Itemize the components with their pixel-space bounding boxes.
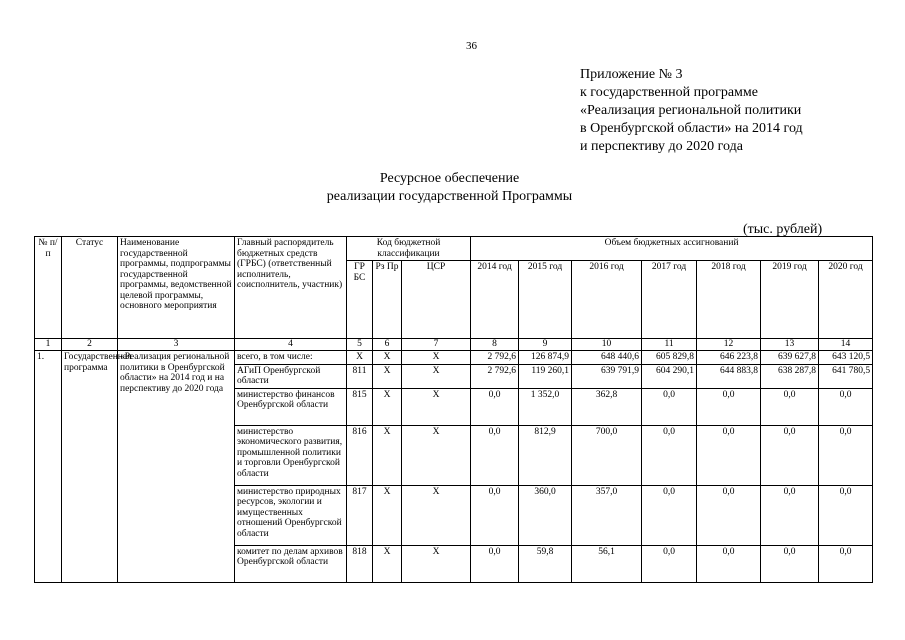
table-row [35, 351, 873, 365]
rzpr-code: X [373, 425, 402, 485]
grbs-code: X [347, 351, 373, 365]
col-number: 8 [471, 339, 519, 351]
value-cell: 0,0 [761, 545, 819, 582]
appendix-line: к государственной программе [580, 85, 758, 100]
value-cell: 360,0 [519, 485, 572, 545]
header-year: 2020 год [819, 261, 873, 339]
value-cell: 646 223,8 [697, 351, 761, 365]
page-number: 36 [466, 40, 477, 52]
value-cell: 605 829,8 [642, 351, 697, 365]
title-line: реализации государственной Программы [326, 189, 573, 204]
grbs-name: министерство финансов Оренбургской области [235, 388, 347, 425]
grbs-name: всего, в том числе: [235, 351, 347, 365]
row-program-name: «Реализация региональной политики в Оренбургской области» на 2014 год и на перспективу до 2020 года [118, 351, 235, 583]
value-cell: 0,0 [471, 545, 519, 582]
value-cell: 126 874,9 [519, 351, 572, 365]
appendix-line: «Реализация региональной политики [580, 103, 802, 118]
col-number: 7 [402, 339, 471, 351]
value-cell: 648 440,6 [572, 351, 642, 365]
col-number: 6 [373, 339, 402, 351]
header-grbs-code: ГР БС [347, 261, 373, 339]
value-cell: 0,0 [819, 485, 873, 545]
appendix-line: Приложение № 3 [580, 67, 683, 82]
csr-code: X [402, 388, 471, 425]
col-number: 3 [118, 339, 235, 351]
value-cell: 2 792,6 [471, 364, 519, 388]
header-name: Наименование государственной программы, подпрограммы государственной программы, ведомственной целевой программы, основного мероприятия [118, 237, 235, 339]
value-cell: 0,0 [697, 485, 761, 545]
value-cell: 56,1 [572, 545, 642, 582]
resource-table [34, 236, 873, 583]
value-cell: 0,0 [761, 425, 819, 485]
rzpr-code: X [373, 351, 402, 365]
value-cell: 0,0 [697, 388, 761, 425]
header-volume-group: Объем бюджетных ассигнований [471, 237, 873, 261]
value-cell: 0,0 [697, 545, 761, 582]
grbs-code: 815 [347, 388, 373, 425]
header-num: № п/п [35, 237, 62, 339]
value-cell: 639 627,8 [761, 351, 819, 365]
value-cell: 0,0 [471, 425, 519, 485]
csr-code: X [402, 545, 471, 582]
col-number: 1 [35, 339, 62, 351]
value-cell: 0,0 [471, 485, 519, 545]
grbs-name: АГиП Оренбургской области [235, 364, 347, 388]
value-cell: 700,0 [572, 425, 642, 485]
row-number: 1. [35, 351, 62, 583]
rzpr-code: X [373, 485, 402, 545]
value-cell: 119 260,1 [519, 364, 572, 388]
csr-code: X [402, 485, 471, 545]
col-number: 14 [819, 339, 873, 351]
rzpr-code: X [373, 364, 402, 388]
header-year: 2018 год [697, 261, 761, 339]
col-number: 11 [642, 339, 697, 351]
header-csr: ЦСР [402, 261, 471, 339]
value-cell: 644 883,8 [697, 364, 761, 388]
rzpr-code: X [373, 545, 402, 582]
header-year: 2015 год [519, 261, 572, 339]
value-cell: 639 791,9 [572, 364, 642, 388]
value-cell: 812,9 [519, 425, 572, 485]
value-cell: 0,0 [642, 388, 697, 425]
value-cell: 0,0 [642, 545, 697, 582]
grbs-name: министерство природных ресурсов, экологии и имущественных отношений Оренбургской области [235, 485, 347, 545]
header-year: 2019 год [761, 261, 819, 339]
header-year: 2017 год [642, 261, 697, 339]
row-status: Государственная программа [62, 351, 118, 583]
csr-code: X [402, 425, 471, 485]
value-cell: 0,0 [642, 425, 697, 485]
csr-code: X [402, 351, 471, 365]
value-cell: 2 792,6 [471, 351, 519, 365]
header-year: 2016 год [572, 261, 642, 339]
header-rzpr: Рз Пр [373, 261, 402, 339]
col-number: 4 [235, 339, 347, 351]
value-cell: 0,0 [761, 485, 819, 545]
grbs-name: комитет по делам архивов Оренбургской области [235, 545, 347, 582]
header-grbs: Главный распорядитель бюджетных средств (ГРБС) (ответственный исполнитель, соисполнитель, участник) [235, 237, 347, 339]
grbs-code: 817 [347, 485, 373, 545]
col-number: 2 [62, 339, 118, 351]
rzpr-code: X [373, 388, 402, 425]
units-label: (тыс. рублей) [743, 222, 823, 237]
value-cell: 0,0 [697, 425, 761, 485]
appendix-header [580, 66, 803, 156]
value-cell: 357,0 [572, 485, 642, 545]
header-year: 2014 год [471, 261, 519, 339]
grbs-name: министерство экономического развития, промышленной политики и торговли Оренбургской области [235, 425, 347, 485]
value-cell: 643 120,5 [819, 351, 873, 365]
value-cell: 0,0 [471, 388, 519, 425]
value-cell: 0,0 [761, 388, 819, 425]
grbs-code: 811 [347, 364, 373, 388]
document-title [0, 170, 905, 206]
value-cell: 604 290,1 [642, 364, 697, 388]
value-cell: 0,0 [819, 388, 873, 425]
value-cell: 0,0 [642, 485, 697, 545]
col-number: 9 [519, 339, 572, 351]
title-line: Ресурсное обеспечение [379, 171, 520, 186]
value-cell: 1 352,0 [519, 388, 572, 425]
value-cell: 641 780,5 [819, 364, 873, 388]
col-number: 13 [761, 339, 819, 351]
value-cell: 362,8 [572, 388, 642, 425]
col-number: 12 [697, 339, 761, 351]
header-code-group: Код бюджетной классификации [347, 237, 471, 261]
value-cell: 638 287,8 [761, 364, 819, 388]
grbs-code: 816 [347, 425, 373, 485]
col-number: 10 [572, 339, 642, 351]
header-status: Статус [62, 237, 118, 339]
csr-code: X [402, 364, 471, 388]
grbs-code: 818 [347, 545, 373, 582]
appendix-line: в Оренбургской области» на 2014 год [580, 121, 803, 136]
value-cell: 0,0 [819, 425, 873, 485]
col-number: 5 [347, 339, 373, 351]
value-cell: 0,0 [819, 545, 873, 582]
value-cell: 59,8 [519, 545, 572, 582]
appendix-line: и перспективу до 2020 года [580, 139, 743, 154]
